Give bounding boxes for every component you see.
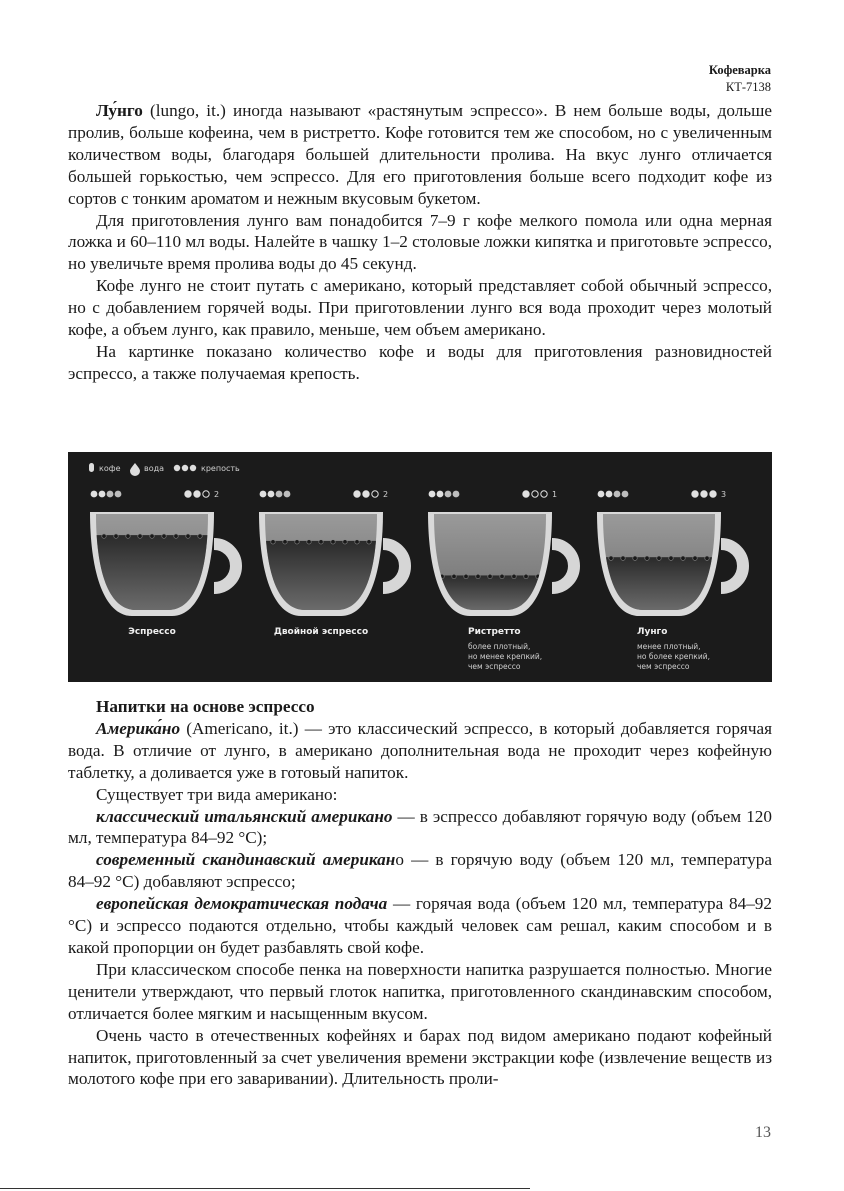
crema-bubble — [162, 534, 166, 538]
cup-ratio-icon — [429, 491, 436, 498]
cup-ratio-icon — [260, 491, 267, 498]
crema-bubble — [488, 574, 492, 578]
cup-ratio-icon — [91, 491, 98, 498]
term-scandinavian: современный скандинавский американ — [96, 850, 396, 870]
crema-bubble — [150, 534, 154, 538]
crema-bubble — [609, 556, 613, 560]
crema-bubble — [174, 534, 178, 538]
intro-text — [68, 100, 772, 385]
term-americano: Америка́но — [96, 718, 181, 738]
page-number: 13 — [755, 1124, 771, 1141]
cup-ratio-icon — [622, 491, 629, 498]
cup-strength-value: 2 — [214, 490, 220, 499]
crema-bubble — [693, 556, 697, 560]
water-legend-icon — [130, 463, 140, 476]
crema-bubble — [331, 540, 335, 544]
strength-dot — [194, 491, 200, 497]
crema-bubble — [621, 556, 625, 560]
cup-ratio-icon — [268, 491, 275, 498]
strength-legend-icon — [190, 465, 196, 471]
crema-bubble — [343, 540, 347, 544]
crema-bubble — [295, 540, 299, 544]
cup-2 — [259, 490, 405, 637]
term-lungo: Лу́нго — [96, 101, 143, 120]
strength-dot — [354, 491, 360, 497]
cup-note: но менее крепкий, — [468, 652, 543, 661]
paragraph: современный скандинавский американо — в горячую воду (объем 120 мл, температура 84–92 °С) добавляют эспрессо; — [68, 850, 772, 892]
strength-dot — [710, 491, 716, 497]
crema-bubble — [367, 540, 371, 544]
paragraph: Лу́нго (lungo, it.) иногда называют «растянутым эспрессо». В нем больше воды, дольше пролив, больше кофеина, чем в ристретто. Кофе готовится тем же способом, но с увеличенным количеством воды, благодаря большей длительности пролива. На вкус лунго отличается большей горькостью, чем эспрессо. Для его приготовления больше всего подходит кофе из сортов с тонким ароматом и нежным вкусовым букетом. — [68, 101, 772, 208]
crema-bubble — [186, 534, 190, 538]
crema-bubble — [645, 556, 649, 560]
header-title: Кофеварка — [708, 63, 771, 77]
cup-name: Ристретто — [468, 627, 521, 637]
strength-dot — [372, 491, 378, 497]
term-european: европейская демократическая подача — [96, 894, 388, 914]
espresso-figure — [68, 452, 772, 682]
crema-bubble — [307, 540, 311, 544]
cup-strength-value: 3 — [721, 490, 727, 499]
paragraph: Очень часто в отечественных кофейнях и барах под видом американо подают кофейный напиток, приготовленный за счет увеличения времени экстракции кофе (извлечение веществ из молотого кофе при его заваривании). Длительность проли- — [68, 1025, 772, 1089]
cup-note: но более крепкий, — [637, 652, 710, 661]
cup-ratio-icon — [453, 491, 460, 498]
paragraph: Америка́но (Americano, it.) — это классический эспрессо, в который добавляется горячая вода. В отличие от лунго, в американо дополнительная вода не проходит через кофейную таблетку, а доливается уже в готовый напиток. — [68, 718, 772, 782]
strength-legend-icon — [174, 465, 180, 471]
crema-bubble — [126, 534, 130, 538]
crema-bubble — [633, 556, 637, 560]
strength-dot — [363, 491, 369, 497]
cup-name: Эспрессо — [128, 627, 176, 637]
cup-ratio-icon — [445, 491, 452, 498]
crema-bubble — [705, 556, 709, 560]
crema-bubble — [114, 534, 118, 538]
strength-legend-icon — [182, 465, 188, 471]
page-header — [709, 62, 771, 96]
cup-handle — [214, 544, 236, 588]
cups-group — [90, 490, 743, 671]
paragraph: Существует три вида американо: — [96, 784, 338, 804]
cup-ratio-icon — [276, 491, 283, 498]
crema-bubble — [681, 556, 685, 560]
cup-name: Лунго — [637, 627, 668, 637]
crema-bubble — [102, 534, 106, 538]
crema-bubble — [198, 534, 202, 538]
strength-dot — [185, 491, 191, 497]
cup-strength-value: 1 — [552, 490, 558, 499]
cup-note: чем эспрессо — [637, 662, 690, 671]
cup-3 — [428, 490, 574, 671]
legend-water: вода — [144, 464, 165, 473]
strength-dot — [692, 491, 698, 497]
cup-handle — [721, 544, 743, 588]
cup-name: Двойной эспрессо — [273, 627, 369, 637]
cup-note: более плотный, — [468, 642, 531, 651]
paragraph: Кофе лунго не стоит путать с американо, который представляет собой обычный эспрессо, но с добавлением горячей воды. При приготовлении лунго вся вода проходит через молотый кофе, а объем лунго, как правило, меньше, чем объем американо. — [68, 276, 772, 340]
cup-handle — [552, 544, 574, 588]
cup-4 — [597, 490, 743, 671]
cup-1 — [90, 490, 236, 637]
cup-note: чем эспрессо — [468, 662, 521, 671]
crema-bubble — [500, 574, 504, 578]
crema-bubble — [669, 556, 673, 560]
cup-handle — [383, 544, 405, 588]
espresso-cups-illustration — [68, 452, 772, 682]
cup-note: менее плотный, — [637, 642, 701, 651]
legend-strength: крепость — [201, 464, 240, 473]
strength-dot — [203, 491, 209, 497]
cup-ratio-icon — [614, 491, 621, 498]
cup-ratio-icon — [284, 491, 291, 498]
figure-legend — [89, 463, 240, 476]
crema-bubble — [355, 540, 359, 544]
drinks-text — [68, 696, 772, 1090]
header-model: КТ-7138 — [725, 80, 771, 94]
section-heading: Напитки на основе эспрессо — [96, 697, 315, 716]
legend-coffee: кофе — [99, 464, 121, 473]
paragraph: европейская демократическая подача — горячая вода (объем 120 мл, температура 84–92 °С) и эспрессо подаются отдельно, чтобы каждый человек сам решал, каким способом и в какой пропорции он будет разбавлять свой кофе. — [68, 894, 772, 957]
crema-bubble — [271, 540, 275, 544]
crema-bubble — [138, 534, 142, 538]
paragraph: классический итальянский американо — в эспрессо добавляют горячую воду (объем 120 мл, температура 84–92 °С); — [68, 806, 772, 848]
footer-rule — [0, 1188, 530, 1189]
coffee-legend-icon — [89, 463, 94, 472]
cup-ratio-icon — [606, 491, 613, 498]
crema-bubble — [512, 574, 516, 578]
cup-ratio-icon — [115, 491, 122, 498]
strength-dot — [523, 491, 529, 497]
cup-strength-value: 2 — [383, 490, 389, 499]
paragraph: При классическом способе пенка на поверхности напитка разрушается полностью. Многие ценители утверждают, что первый глоток напитка, приготовленного скандинавским способом, отличается более мягким и насыщенным вкусом. — [68, 959, 772, 1023]
crema-bubble — [452, 574, 456, 578]
cup-ratio-icon — [598, 491, 605, 498]
term-classic: классический итальянский американо — [96, 806, 393, 826]
crema-bubble — [476, 574, 480, 578]
crema-bubble — [464, 574, 468, 578]
crema-bubble — [283, 540, 287, 544]
paragraph: Для приготовления лунго вам понадобится 7–9 г кофе мелкого помола или одна мерная ложка и 60–110 мл воды. Налейте в чашку 1–2 столовые ложки кипятка и приготовьте эспрессо, но увеличьте время пролива воды до 45 секунд. — [68, 210, 772, 274]
crema-bubble — [524, 574, 528, 578]
strength-dot — [532, 491, 538, 497]
strength-dot — [701, 491, 707, 497]
crema-bubble — [319, 540, 323, 544]
strength-dot — [541, 491, 547, 497]
cup-ratio-icon — [107, 491, 114, 498]
paragraph: На картинке показано количество кофе и воды для приготовления разновидностей эспрессо, а также получаемая крепость. — [68, 341, 772, 383]
cup-ratio-icon — [437, 491, 444, 498]
crema-bubble — [657, 556, 661, 560]
cup-ratio-icon — [99, 491, 106, 498]
